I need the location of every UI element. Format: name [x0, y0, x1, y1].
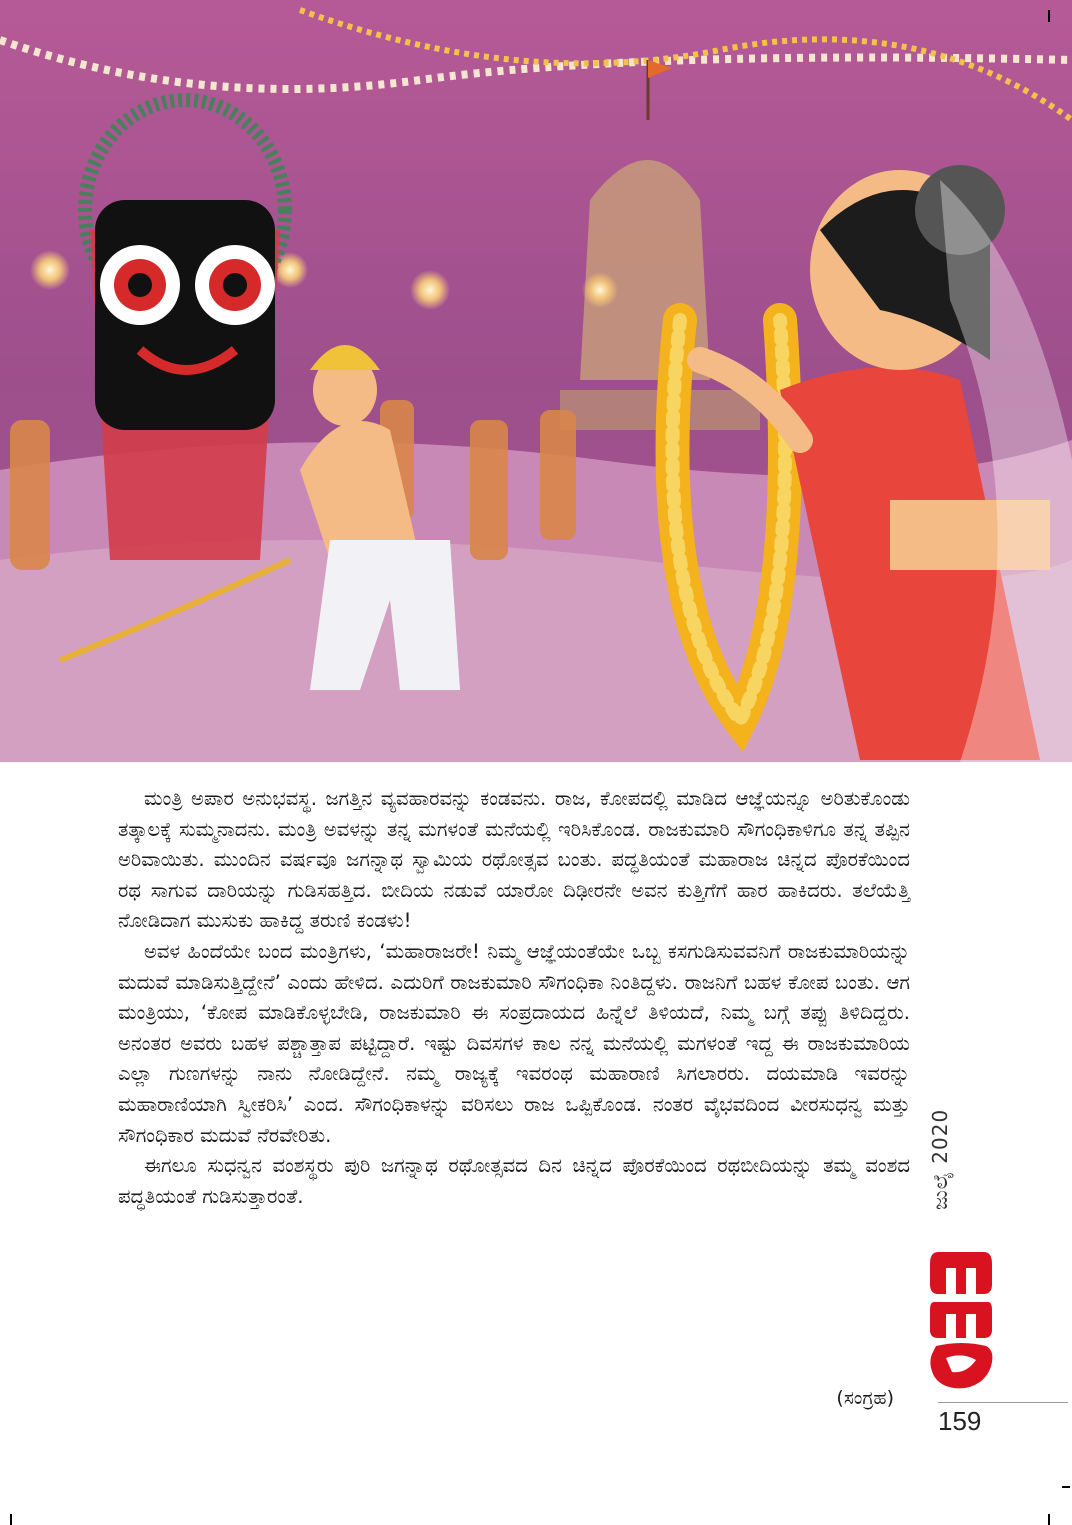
article-paragraph-2: ಅವಳ ಹಿಂದೆಯೇ ಬಂದ ಮಂತ್ರಿಗಳು, ‘ಮಹಾರಾಜರೇ! ನಿಮ್ಮ ಆಜ್ಞೆಯಂತೆಯೇ ಒಬ್ಬ ಕಸಗುಡಿಸುವವನಿಗೆ ರಾಜಕುಮಾರಿಯನ್ನು ಮದುವೆ ಮಾಡಿಸುತ್ತಿದ್ದೇನೆ’ ಎಂದು ಹೇಳಿದ. ಎದುರಿಗೆ ರಾಜಕುಮಾರಿ ಸೌಗಂಧಿಕಾ ನಿಂತಿದ್ದಳು. ರಾಜನಿಗೆ ಬಹಳ ಕೋಪ ಬಂತು. ಆಗ ಮಂತ್ರಿಯು, ‘ಕೋಪ ಮಾಡಿಕೊಳ್ಳಬೇಡಿ, ರಾಜಕುಮಾರಿ ಈ ಸಂಪ್ರದಾಯದ ಹಿನ್ನೆಲೆ ತಿಳಿಯದೆ, ನಿಮ್ಮ ಬಗ್ಗೆ ತಪ್ಪು ತಿಳಿದಿದ್ದರು. ಅನಂತರ ಅವರು ಬಹಳ ಪಶ್ಚಾತ್ತಾಪ ಪಟ್ಟಿದ್ದಾರೆ. ಇಷ್ಟು ದಿವಸಗಳ ಕಾಲ ನನ್ನ ಮನೆಯಲ್ಲಿ ಮಗಳಂತೆ ಇದ್ದ ಈ ರಾಜಕುಮಾರಿಯ ಎಲ್ಲಾ ಗುಣಗಳನ್ನು ನಾನು ನೋಡಿದ್ದೇನೆ. ನಮ್ಮ ರಾಜ್ಯಕ್ಕೆ ಇವರಂಥ ಮಹಾರಾಣಿ ಸಿಗಲಾರರು. ದಯಮಾಡಿ ಇವರನ್ನು ಮಹಾರಾಣಿಯಾಗಿ ಸ್ವೀಕರಿಸಿ’ ಎಂದ. ಸೌಗಂಧಿಕಾಳನ್ನು ವರಿಸಲು ರಾಜ ಒಪ್ಪಿಕೊಂಡ. ನಂತರ ವೈಭವದಿಂದ ವೀರಸುಧನ್ವ ಮತ್ತು ಸೌಗಂಧಿಕಾರ ಮದುವೆ ನೆರವೇರಿತು. [118, 939, 910, 1147]
article-paragraph-1: ಮಂತ್ರಿ ಅಪಾರ ಅನುಭವಸ್ಥ. ಜಗತ್ತಿನ ವ್ಯವಹಾರವನ್ನು ಕಂಡವನು. ರಾಜ, ಕೋಪದಲ್ಲಿ ಮಾಡಿದ ಆಜ್ಞೆಯನ್ನೂ ಅರಿತುಕೊಂಡು ತತ್ಕಾಲಕ್ಕೆ ಸುಮ್ಮನಾದನು. ಮಂತ್ರಿ ಅವಳನ್ನು ತನ್ನ ಮಗಳಂತೆ ಮನೆಯಲ್ಲಿ ಇರಿಸಿಕೊಂಡ. ರಾಜಕುಮಾರಿ ಸೌಗಂಧಿಕಾಳಿಗೂ ತನ್ನ ತಪ್ಪಿನ ಅರಿವಾಯಿತು. ಮುಂದಿನ ವರ್ಷವೂ ಜಗನ್ನಾಥ ಸ್ವಾಮಿಯ ರಥೋತ್ಸವ ಬಂತು. ಪದ್ಧತಿಯಂತೆ ಮಹಾರಾಜ ಚಿನ್ನದ ಪೊರಕೆಯಿಂದ ರಥ ಸಾಗುವ ದಾರಿಯನ್ನು ಗುಡಿಸಹತ್ತಿದ. ಬೀದಿಯ ನಡುವೆ ಯಾರೋ ದಿಢೀರನೇ ಅವನ ಕುತ್ತಿಗೆಗೆ ಹಾರ ಹಾಕಿದರು. ತಲೆಯೆತ್ತಿ ನೋಡಿದಾಗ ಮುಸುಕು ಹಾಕಿದ್ದ ತರುಣಿ ಕಂಡಳು! [118, 787, 910, 933]
crop-mark [10, 1514, 12, 1525]
article-paragraph-3: ಈಗಲೂ ಸುಧನ್ವನ ವಂಶಸ್ಥರು ಪುರಿ ಜಗನ್ನಾಥ ರಥೋತ್ಸವದ ದಿನ ಚಿನ್ನದ ಪೊರಕೆಯಿಂದ ರಥಬೀದಿಯನ್ನು ತಮ್ಮ ವಂಶದ ಪದ್ಧತಿಯಂತೆ ಗುಡಿಸುತ್ತಾರಂತೆ. [118, 1154, 910, 1208]
festival-scene-illustration [0, 0, 1072, 762]
article-body [118, 784, 910, 1212]
crop-mark [1062, 1486, 1070, 1488]
issue-date: ಜುಲೈ 2020 [928, 1108, 952, 1210]
crop-mark [1048, 1514, 1050, 1525]
page-rule [938, 1402, 1068, 1403]
magazine-masthead-logo [926, 1244, 996, 1394]
page-number: 159 [938, 1406, 982, 1436]
crop-mark [1048, 10, 1050, 22]
article-source: (ಸಂಗ್ರಹ) [836, 1387, 894, 1409]
